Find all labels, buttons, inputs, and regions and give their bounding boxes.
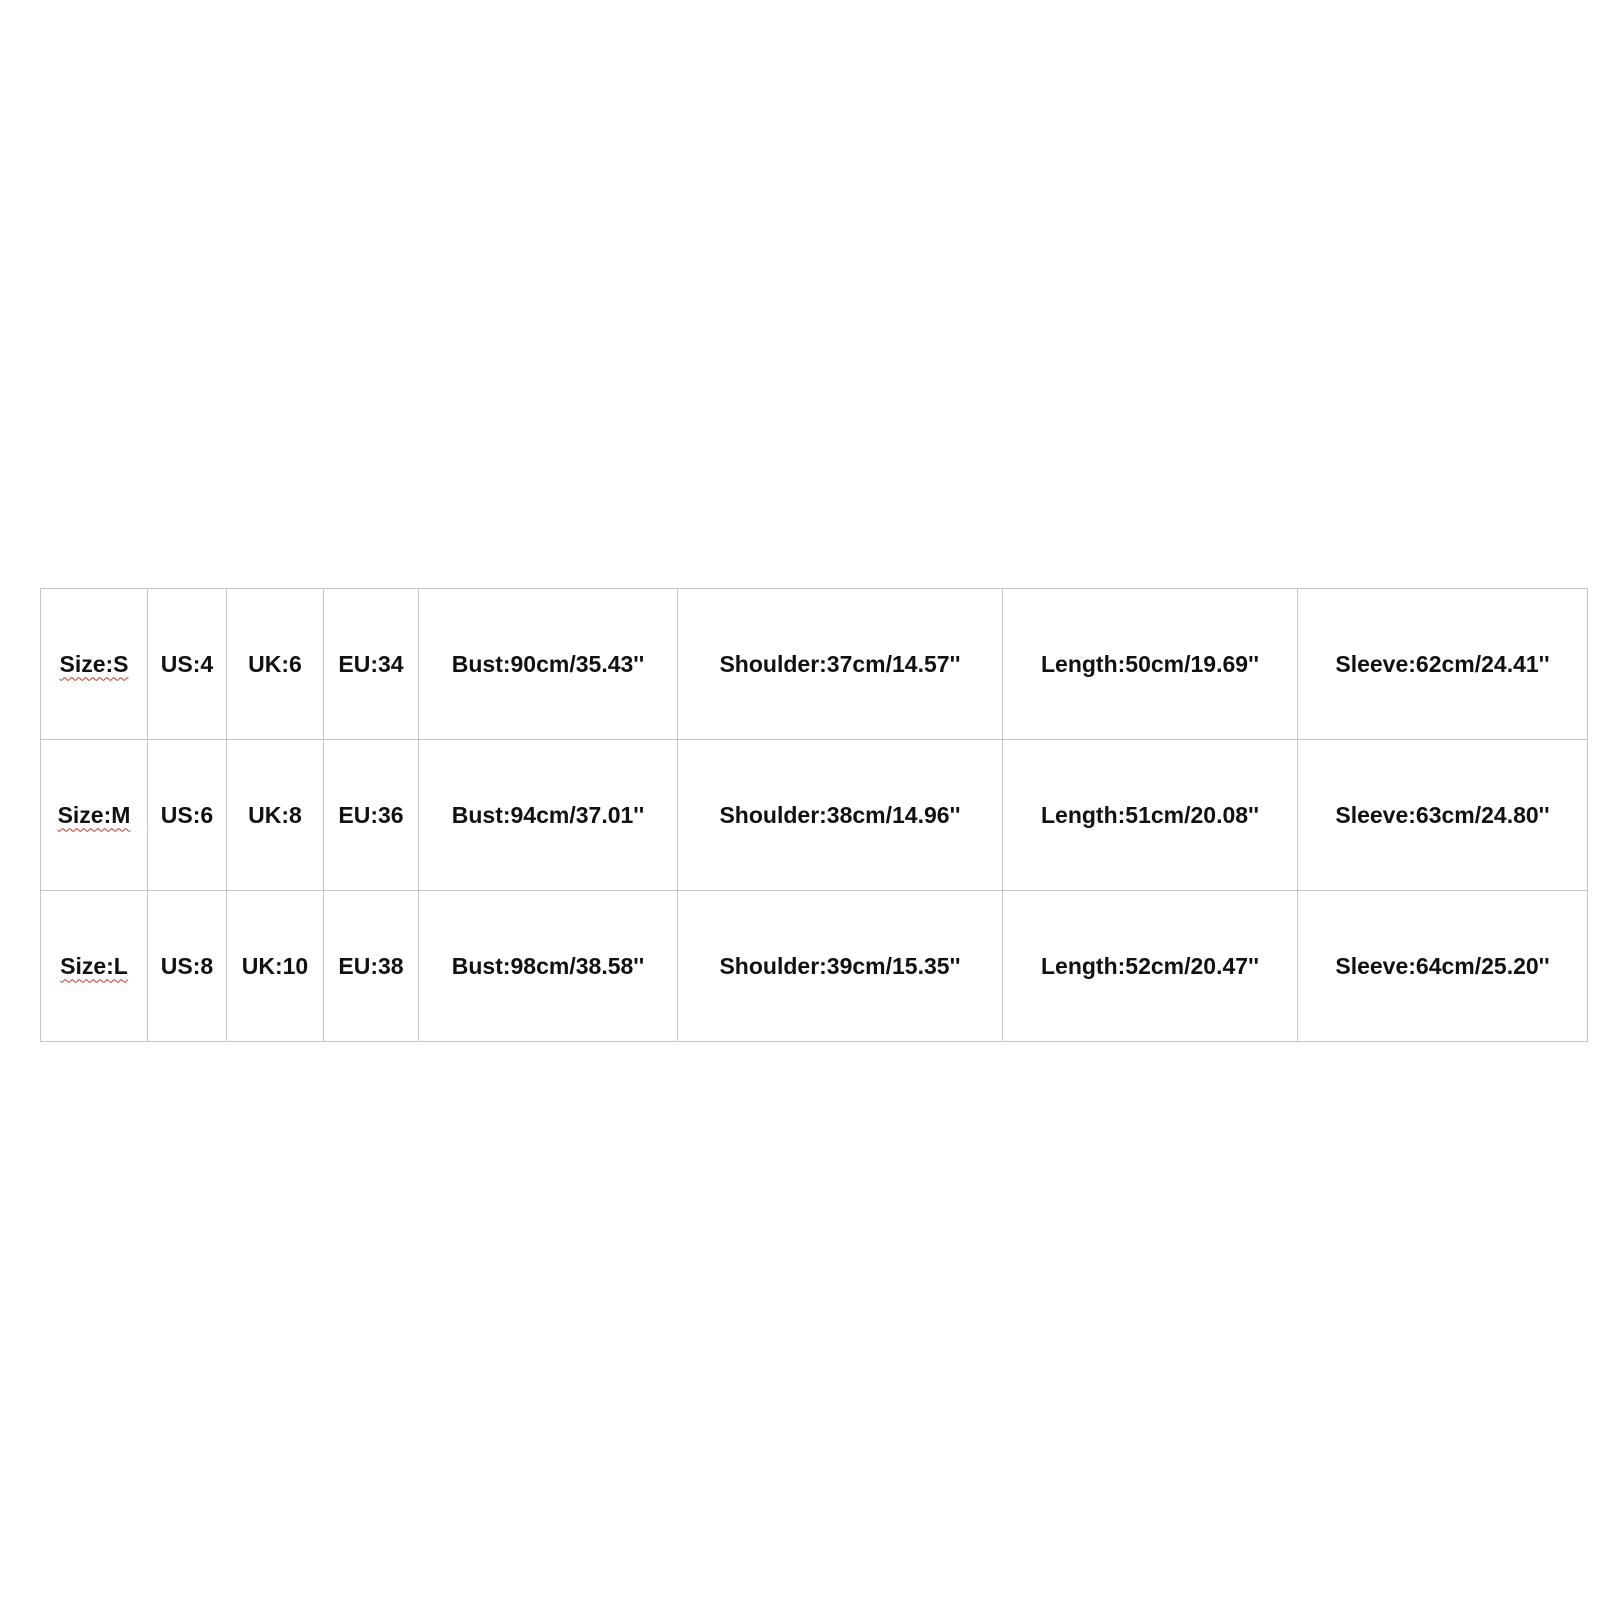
- length-cell: Length:50cm/19.69'': [1003, 589, 1298, 740]
- length-cell: Length:52cm/20.47'': [1003, 891, 1298, 1042]
- shoulder-cell: Shoulder:38cm/14.96'': [678, 740, 1003, 891]
- us-size-cell: US:8: [148, 891, 227, 1042]
- us-size-cell: US:6: [148, 740, 227, 891]
- sleeve-cell: Sleeve:62cm/24.41'': [1298, 589, 1588, 740]
- uk-size-cell: UK:6: [227, 589, 324, 740]
- eu-size-cell: EU:38: [324, 891, 419, 1042]
- table-row: [41, 740, 1588, 891]
- size-label: Size:L: [60, 952, 128, 979]
- bust-cell: Bust:90cm/35.43'': [419, 589, 678, 740]
- size-label: Size:S: [59, 650, 129, 677]
- eu-size-cell: EU:34: [324, 589, 419, 740]
- length-cell: Length:51cm/20.08'': [1003, 740, 1298, 891]
- uk-size-cell: UK:10: [227, 891, 324, 1042]
- bust-cell: Bust:98cm/38.58'': [419, 891, 678, 1042]
- us-size-cell: US:4: [148, 589, 227, 740]
- sleeve-cell: Sleeve:63cm/24.80'': [1298, 740, 1588, 891]
- size-label: Size:M: [57, 801, 131, 828]
- size-chart-table: [40, 588, 1588, 1042]
- shoulder-cell: Shoulder:39cm/15.35'': [678, 891, 1003, 1042]
- size-cell: [41, 891, 148, 1042]
- size-cell: [41, 740, 148, 891]
- sleeve-cell: Sleeve:64cm/25.20'': [1298, 891, 1588, 1042]
- table-row: [41, 589, 1588, 740]
- uk-size-cell: UK:8: [227, 740, 324, 891]
- shoulder-cell: Shoulder:37cm/14.57'': [678, 589, 1003, 740]
- bust-cell: Bust:94cm/37.01'': [419, 740, 678, 891]
- size-cell: [41, 589, 148, 740]
- eu-size-cell: EU:36: [324, 740, 419, 891]
- table-row: [41, 891, 1588, 1042]
